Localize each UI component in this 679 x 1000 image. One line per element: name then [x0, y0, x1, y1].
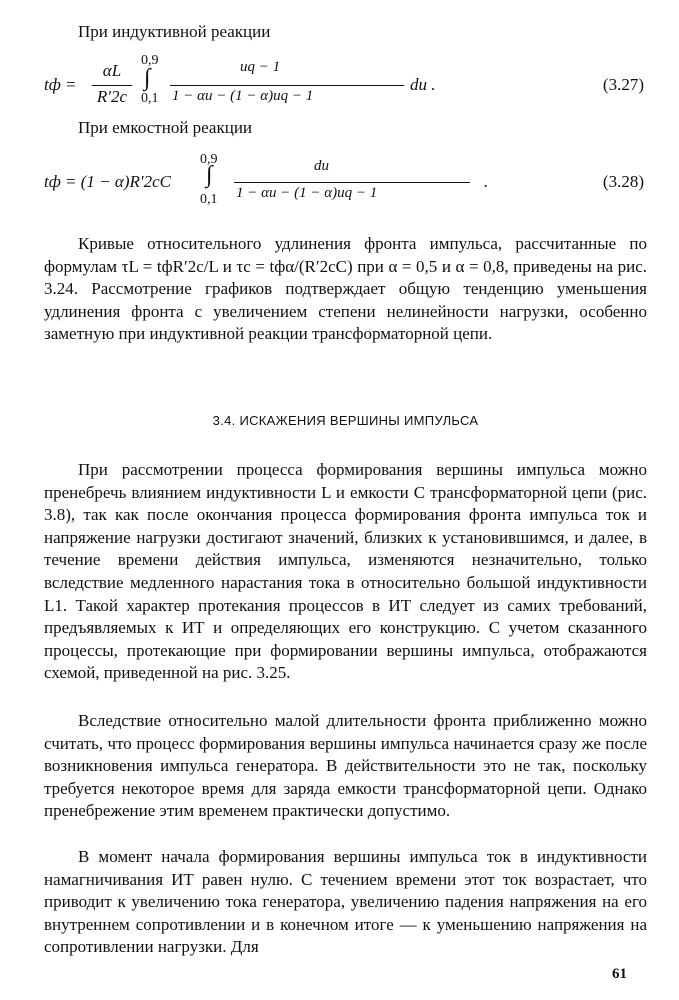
eq28-fraction-line — [234, 182, 470, 183]
eq28-limit-lower: 0,1 — [200, 192, 218, 207]
paragraph-2: При рассмотрении процесса формирования вершины импульса можно пренебречь влиянием индуктивности L и емкости C трансформаторной цепи (рис. 3.8), так как после окончания процесса формирования фронта импульса ток и напряжение нагрузки достигают значений, близких к установившимся, и далее, в течение времени действия импульса, изменяются незначительно, только вследствие медленного нарастания тока в относительно большой индуктивности L1. Такой характер протекания процессов в ИТ следует из самих требований, предъявляемых к ИТ и определяющих его конструкцию. С учетом сказанного процессы, протекающие при формировании вершины импульса, отображаются схемой, приведенной на рис. 3.25. — [44, 460, 647, 683]
equation-3-28 — [44, 152, 644, 222]
section-heading: 3.4. ИСКАЖЕНИЯ ВЕРШИНЫ ИМПУЛЬСА — [212, 413, 479, 428]
integral-sign: ∫ — [144, 65, 151, 91]
eq28-number: (3.28) — [602, 172, 644, 191]
eq28-limit-upper: 0,9 — [200, 152, 218, 167]
eq28-tail: . — [484, 172, 489, 191]
eq27-denominator: 1 − αu − (1 − α)uq − 1 — [172, 88, 314, 104]
paragraph-3: Вследствие относительно малой длительности фронта приближенно можно считать, что процесс формирования вершины импульса начинается сразу же после возникновения импульса генератора. В действительности это не так, поскольку требуется некоторое время для заряда емкости трансформаторной цепи. Однако пренебрежение этим временем практически допустимо. — [44, 711, 647, 821]
eq27-tail: du . — [410, 75, 436, 94]
eq27-coef-fraction-line — [92, 85, 132, 86]
eq27-numerator: uq − 1 — [240, 59, 281, 75]
eq28-lhs: tф = (1 − α)R′2cC — [44, 172, 171, 191]
eq27-number: (3.27) — [602, 75, 644, 94]
eq27-limit-lower: 0,1 — [141, 91, 159, 106]
page-number: 61 — [612, 966, 627, 982]
intro-capacitive: При емкостной реакции — [78, 118, 253, 137]
eq27-fraction-line — [170, 85, 404, 86]
intro-inductive: При индуктивной реакции — [78, 22, 271, 41]
equation-3-27 — [44, 55, 644, 125]
eq27-coef-denominator: R′2c — [96, 87, 128, 106]
eq27-lhs: tф = — [44, 75, 77, 94]
paragraph-4: В момент начала формирования вершины импульса ток в индуктивности намагничивания ИТ равен нулю. С течением времени этот ток возрастает, что приводит к увеличению тока генератора, увеличению падения напряжения на его внутреннем сопротивлении и в конечном итоге — к уменьшению напряжения на сопротивлении нагрузки. Для — [44, 847, 647, 957]
eq27-limit-upper: 0,9 — [141, 53, 159, 68]
paragraph-1: Кривые относительного удлинения фронта импульса, рассчитанные по формулам τL = tфR′2c/L и τc = tфα/(R′2cC) при α = 0,5 и α = 0,8, приведены на рис. 3.24. Рассмотрение графиков подтверждает общую тенденцию уменьшения удлинения фронта с увеличением степени нелинейности нагрузки, особенно заметную при индуктивной реакции трансформаторной цепи. — [44, 234, 647, 344]
eq28-numerator: du — [314, 158, 329, 174]
eq27-coef-numerator: αL — [102, 61, 122, 80]
eq28-denominator: 1 − αu − (1 − α)uq − 1 — [236, 185, 378, 201]
integral-sign: ∫ — [206, 162, 213, 188]
